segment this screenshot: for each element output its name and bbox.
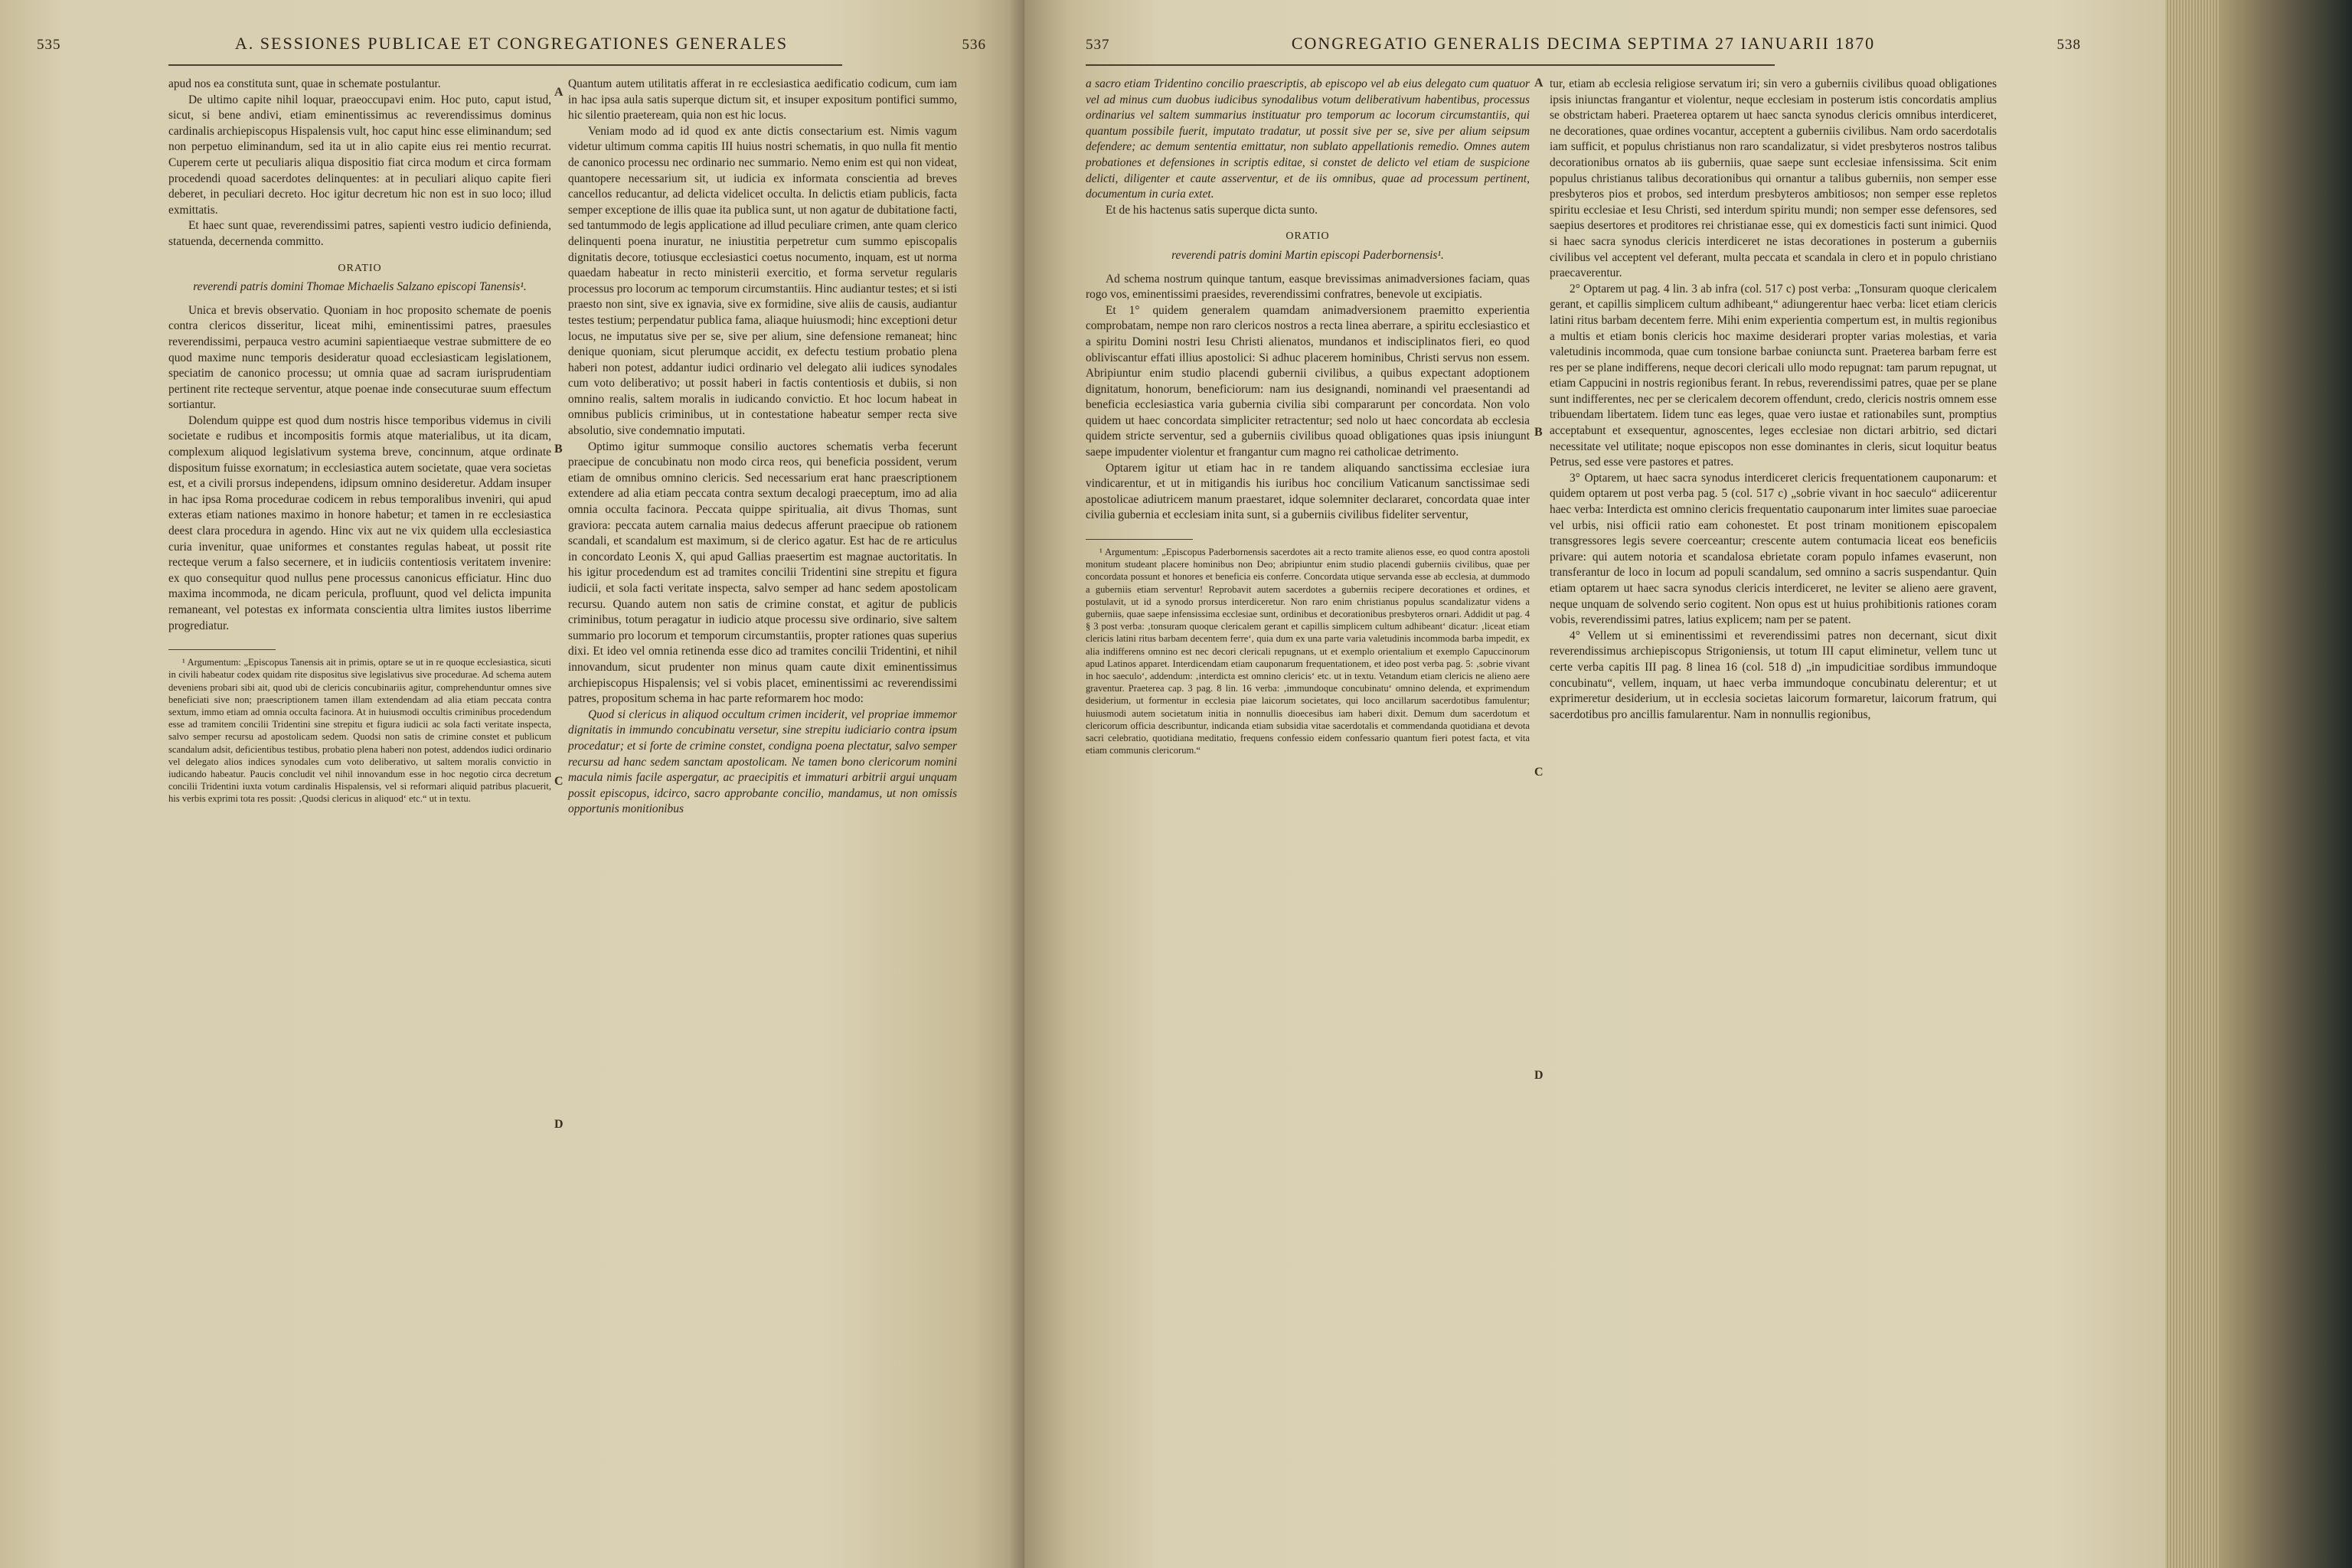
page-number: 535 (37, 37, 61, 53)
footnote-rule (168, 649, 276, 650)
paragraph: Et 1° quidem generalem quamdam animadversionem praemitto experientia comprobatam, nempe non raro clericos nostros a recta linea aberrare, a spiritu ecclesiastico et a spiritu Domini nostri Iesu Christi alienatos, mundanos et indisciplinatos fieri, eo quod obliviscantur effati illius apostolici: Si adhuc placerem hominibus, Christi servus non essem. Abripiuntur enim studio placendi gubernii civilibus, a quibus expectant adoptionem dignitatum, honorum, beneficiorum: nam ius designandi, nominandi vel praesentandi ad beneficia ecclesiastica varia gubernia civilia sibi compararunt per concordata. Non volo quidem ut haec concordata simpliciter retractentur; sed nolo ut haec concordata ab ecclesia quidem stricte serventur, sed a guberniis civilibus quoad obligationes quas ipsis iniungunt saepe impudenter violentur et frangantur cum magno rei catholicae detrimento. (1086, 303, 1530, 459)
page-number: 538 (2056, 37, 2081, 53)
margin-letter: B (1534, 426, 1543, 439)
footnote: ¹ Argumentum: „Episcopus Paderbornensis sacerdotes ait a recto tramite alienos esse, eo quod contra apostoli monitum studeant placere hominibus non Deo; abripiuntur enim studio placendi guberniis civilibus, quae per concordata possunt et honores et beneficia eis conferre. Concordata utique servanda esse ab ecclesia, at dummodo a guberniis etiam serventur! Reprobavit autem sacerdotes a guberniis recipere decorationes et ordines, et postulavit, ut id a synodo prorsus interdiceretur. Non raro enim christianus populus scandalizatur videns a guberniis, quae saepe infensissima ecclesiae sunt, ordinibus et decorationibus presbyteros ornari. Addidit ut pag. 4 § 3 post verba: ‚tonsuram quoque clericalem gerant et capillis simplicem cultum adhibeant‘ dicatur: ‚liceat etiam clericis latini ritus barbam decentem ferre‘, quia dum ex una parte varia valetudinis incommoda barba impedit, ex alia indifferens omnino est nec decori clericali repugnans, ut et exemplo orientalium et exemplo Capuccinorum apud Latinos apparet. Interdicendam etiam cauponarum frequentationem, et ideo post verba pag. 5: ‚sobrie vivant in hoc saeculo‘, addendum: ‚interdicta est omnino clericis‘ etc. ut in textu. Vetandum etiam clericis ne alieno aere graventur. Praeterea cap. 3 pag. 8 lin. 16 verba: ‚immundoque concubinatu‘ omnino delenda, et exprimendum desiderium, ut formentur in ecclesia piae laicorum societates, qui loco ancillarum sacerdotibus famulentur; huiusmodi autem societatum initia in nonnullis dioecesibus iam haberi dixit. Demum dum sacerdotum et clericorum officia describuntur, indicanda etiam subsidia vitae sacerdotalis et commendanda quotidiana et devota sacri celebratio, quotidiana meditatio, frequens confessio eidem confessario quantum fieri potest facta, et vita etiam communis clericorum.“ (1086, 547, 1530, 756)
paragraph: Ad schema nostrum quinque tantum, easque brevissimas animadversiones faciam, quas rogo vos, eminentissimi praesides, reverendissimi confratres, benevole ut excipiatis. (1086, 272, 1530, 302)
right-page (1024, 0, 2165, 1568)
header-rule (1086, 64, 1775, 66)
page-edges (2165, 0, 2352, 1568)
paragraph: 3° Optarem, ut haec sacra synodus interdiceret clericis frequentationem cauponarum: et quidem optarem ut post verba pag. 5 (col. 517 c) „sobrie vivant in hoc saeculo“ adiicerentur haec verba: Interdicta est omnino clericis frequentatio cauponarum inter limites suae paroeciae vel urbis, nisi officii ratio eam cohonestet. Et post trinam monitionem episcopalem transgressores legis severe coerceantur; crescente autem contumacia liceat eos beneficiis privare: qui autem notoria et scandalosa ebrietate coram populo infames evaserunt, non transferantur de loco in locum ad populi scandalum, sed omnino a sacris suspendantur. Quin etiam optarem ut haec sacra synodus clericis interdiceret, ne leviter se alieno aere gravent, neque unquam de solvendo serio cogitent. Non opus est ut huius prohibitionis rationes coram vobis, reverendissimi patres, latius explicem; nam per se patent. (1550, 471, 1997, 627)
margin-letter: A (1534, 77, 1544, 90)
left-page-column-2 (568, 77, 957, 818)
paragraph: 2° Optarem ut pag. 4 lin. 3 ab infra (col. 517 c) post verba: „Tonsuram quoque clericalem gerant, et capillis simplicem cultum adhibeant,“ adiungerentur haec verba: licet etiam clericis latini ritus barbam decentem ferre. Mihi enim experientia compertum est, in multis regionibus a multis et etiam bonis clericis hoc maxime desiderari propter varias molestias, et varia valetudinis incommoda, quae cum tonsione barbae coniuncta sunt. Praeterea barbam ferre est res per se plane indifferens, neque decori clericali ullo modo repugnat: tam parum repugnat, ut etiam Cappucini in nostris regionibus ferant. In rebus, reverendissimi patres, quae per se plane sunt indifferentes, nec per se clericalem decorem offendunt, credo, clericis nostris omnem esse tribuendam libertatem. Iidem tunc eas leges, quae vero iustae et rationabiles sunt, promptius acceptabunt et exsequentur, agnoscentes, leges ecclesiae non dictari arbitrio, sed dictari necessitate vel utilitate; noque episcopos non esse dominantes in cleris, sicut loquitur beatus Petrus, sed esse vere pastores et patres. (1550, 282, 1997, 469)
paragraph: Et haec sunt quae, reverendissimi patres, sapienti vestro iudicio definienda, statuenda, decernenda committo. (168, 219, 551, 248)
margin-letter: D (554, 1118, 564, 1131)
paragraph: Quantum autem utilitatis afferat in re ecclesiastica aedificatio codicum, cum iam in hac ipsa aula satis superque dictum sit, et insuper expositum pontifici summo, hic silentio praeteream, quia non est hic locus. (568, 77, 957, 122)
paragraph: De ultimo capite nihil loquar, praeoccupavi enim. Hoc puto, caput istud, sicut, si bene andivi, etiam eminentissimus ac reverendissimus dominus cardinalis archiepiscopus Hispalensis vult, hoc caput hinc esse eliminandum; sed non perpetuo eliminandum, sed ita ut in alio capite eius rei mentio recurrat. Cuperem certe ut peculiaris aliqua dispositio fiat circa modum et circa formam procedendi quoad sacerdotes delinquentes: at in peculiari aliquo capite fieri deberet, in peculiari decreto. Hoc igitur decretum hic non est in suo loco; illud exmittatis. (168, 93, 551, 217)
paragraph: a sacro etiam Tridentino concilio praescriptis, ab episcopo vel ab eius delegato cum quatuor vel ad minus cum duobus iudicibus synodalibus votum deliberativum habentibus, processus ordinarius vel saltem summarius instituatur pro temporum ac locorum circumstantiis, qui quantum possibile fuerit, imputato tradatur, ut possit sive per se, sive per alium seipsum defendere; ac demum sententia emittatur, non sublato appellationis remedio. Omnes autem probationes et defensiones in scriptis editae, si constet de delicto vel etiam de suspicione delicti, diligenter et caute asserventur, et de iis omnibus, quae ad processum pertinent, documentum in curia extet. (1086, 77, 1530, 201)
orator-line: reverendi patris domini Martin episcopi Paderbornensis¹. (1171, 248, 1444, 262)
running-head: CONGREGATIO GENERALIS DECIMA SEPTIMA 27 IANUARII 1870 (1291, 34, 1876, 53)
margin-letter: A (554, 86, 564, 99)
page-number: 537 (1086, 37, 1110, 53)
margin-letter: C (554, 775, 564, 788)
page-number: 536 (962, 37, 986, 53)
paragraph: 4° Vellem ut si eminentissimi et reverendissimi patres non decernant, sicut dixit reverendissimus archiepiscopus Strigoniensis, ut totum III caput eliminetur, vellem tunc ut certe verba capitis III pag. 8 linea 16 (col. 518 d) „in impudicitiae sordibus immundoque concubinatu“, vellem, inquam, ut haec verba immundoque concubinatu delerentur; et ut exprimeretur desiderium, ut in ecclesia societas laicorum formaretur, laicorum fratrum, qui sacerdotibus pro ancillis famularentur. Nam in nonnullis regionibus, (1550, 629, 1997, 721)
right-page-header (1086, 34, 2081, 64)
oratio-heading: ORATIO (338, 262, 382, 274)
paragraph: Quod si clericus in aliquod occultum crimen inciderit, vel propriae immemor dignitatis in immundo concubinatu versetur, sine strepitu iudiciario contra ipsum procedatur; et si forte de crimine constet, condigna poena plectatur, salvo semper recursu ad hanc sedem sanctam apostolicam. Ne tamen bono clericorum nomini macula nimis facile aspergatur, ac praecipitis et immaturi arbitrii argui unquam possit episcopus, idcirco, sacro approbante concilio, mandamus, ut non omissis opportunis monitionibus (568, 707, 957, 816)
running-head: A. SESSIONES PUBLICAE ET CONGREGATIONES GENERALES (234, 34, 789, 53)
paragraph: Dolendum quippe est quod dum nostris hisce temporibus videmus in civili societate e rudibus et incompositis formis atque materialibus, ut ita dicam, complexum aliquod legislativum systema breve, concinnum, atque ordinate dispositum fuisse exornatum; in ecclesiastica autem societate, quae vera societas est, et a civili prorsus independens, idipsum omnino desideretur. Addam insuper in hac ipsa Roma procedurae codicem in rebus temporalibus inveniri, qui apud exteras etiam nationes maximo in honore habetur; et tamen in re ecclesiastica deest clara procedura in agendo. Hinc vix aut ne vix quidem ulla ecclesiastica curia invenitur, quae uniformes et constantes regulas habeat, ut possit rite recteque verum a falso secernere, et in iudiciis contentiosis veritatem invenire: ex quo consequitur quod nullus pene processus canonicus efficiatur. Hinc duo maxima incommoda, ne dicam pericula, profluunt, quod vel delicta impunita remaneant, vel potestas ex informata conscientia ultra limites iustos liberrime progrediatur. (168, 413, 551, 632)
margin-letter: D (1534, 1069, 1544, 1082)
paragraph: apud nos ea constituta sunt, quae in schemate postulantur. (168, 77, 441, 90)
right-page-column-1 (1086, 77, 1530, 756)
paragraph: Optarem igitur ut etiam hac in re tandem aliquando sanctissima ecclesiae iura vindicarentur, et ut in mitigandis his iuribus hoc concilium Vaticanum sanctissimae sedi apostolicae adiutricem manum praestaret, idque solemniter declararet, concordata quae inter civilia gubernia et ecclesiam inita sunt, si a guberniis civilibus fideliter serventur, (1086, 461, 1530, 522)
orator-line: reverendi patris domini Thomae Michaelis Salzano episcopi Tanensis¹. (193, 280, 527, 294)
footnote-rule (1086, 539, 1193, 540)
header-rule (168, 64, 842, 66)
left-page-header (37, 34, 986, 64)
margin-letter: B (554, 443, 563, 456)
paragraph: Unica et brevis observatio. Quoniam in hoc proposito schemate de poenis contra clericos disseritur, liceat mihi, eminentissimi patres, praesules reverendissimi, perpauca vestro acumini sapientiaeque vestrae submittere de eo quod maxime nunc temporis desideratur quoad ecclesiasticam legislationem, speciatim de canonico processu; ut omnia quae ad sacram iurisprudentiam pertinent rite recteque serventur, atque poenae inde consecuturae suum effectum sortiantur. (168, 303, 551, 412)
paragraph: Et de his hactenus satis superque dicta sunto. (1106, 203, 1318, 217)
left-page-column-1 (168, 77, 551, 805)
footnote: ¹ Argumentum: „Episcopus Tanensis ait in primis, optare se ut in re quoque ecclesiastica, sicuti in civili habeatur codex quidam rite dispositus sive legislativus sive procedurae. Ad schema autem deveniens probari sibi ait, quod ubi de clericis concubinariis agitur, comprehenduntur omnes sive beneficiati sive non; praescriptionem tamen illam extendendam ad alia etiam peccata contra sextum, immo etiam ad omnia occulta facinora. At in huiusmodi occultis criminibus procedendum esse ad tramitem concilii Tridentini sine strepitu et figura iudicii ac sola facti veritate inspecta, salvo semper recursu ad apostolicam sedem. Quodsi non satis de crimine constet et publicum scandalum adsit, deficientibus testibus, probatio plena haberi non potest, addendos iudici ordinario vel delegato alios indices synodales cum voto deliberativo, ut saltem moralis convictio in iudicando habeatur. Paucis concludit vel nihil innovandum esse in hoc negotio circa decretum concilii Tridentini iuxta votum cardinalis Hispalensis, vel si reformari aliquid patribus placuerit, his verbis exprimi tota res possit: ‚Quodsi clericus in aliquod‘ etc.“ ut in textu. (168, 657, 551, 805)
margin-letter: C (1534, 766, 1544, 779)
paragraph: Optimo igitur summoque consilio auctores schematis verba fecerunt praecipue de concubinatu non modo circa reos, qui beneficia possident, verum etiam de omnibus omnino clericis. Sed necessarium erat hanc praescriptionem extendere ad alia etiam peccata contra sextum decalogi praeceptum, imo ad alia omnia occulta facinora. Peccata quippe spiritualia, ait divus Thomas, sunt graviora: peccata autem carnalia maius dedecus afferunt praecipue ob rationem scandali, et scandalum est maximum, si de clerico agatur. Est hac de re articulus in concordato Leonis X, qui apud Gallias praesertim est magnae auctoritatis. In his igitur procedendum est ad tramites concilii Tridentini sine strepitu et figura iudicii, et sola facti veritate inspecta, salvo semper ad hanc sedem apostolicam recursu. Quando autem non satis de crimine constat, et agitur de publicis criminibus, totum peragatur in iudicio atque processu sive ordinario, sive saltem summario pro locorum et temporum circumstantiis, propter rationes quas superius dixi. Et ideo vel omnia retinenda esse dico ad tramites concilii Tridentini, et nihil innovandum, sicut prudenter non minus quam caute dixit eminentissimus archiepiscopus Hispalensis; vel si vobis placet, eminentissimi ac reverendissimi patres, propositum schema in hac parte reformarem hoc modo: (568, 439, 957, 706)
left-page (0, 0, 1024, 1568)
paragraph: Veniam modo ad id quod ex ante dictis consectarium est. Nimis vagum videtur ultimum comma capitis III huius nostri schematis, in quo nulla fit mentio de canonico processu nec ordinario nec summario. Nemo enim est qui non videat, quantopere necessarium sit, ut iudicia ex informata conscientia ad breves cancellos reducantur, ad delicta videlicet occulta. In delictis etiam publicis, facta semper exceptione de illis quae ita publica sunt, ut non agatur de dubitatione facti, sed tantummodo de legis applicatione ad illud peculiare crimen, ante quam clerico delinquenti poena inuratur, ne iniustitia perpetretur cum summo episcopalis dignitatis decore, totiusque ecclesiastici coetus nocumento, inquam, est ut norma quaedam habeatur in recto ministerii exercitio, et forma servetur regularis processus pro locorum ac temporum circumstantiis. Hinc audiantur testes; et si isti praesto non sint, sive ex ignavia, sive ex formidine, sive aliis de causis, audiantur testes testium; perpendatur publica fama, aliaque huiusmodi; hinc exceptioni detur locus, ne imputatus sive per se, sive per alium, sine defensione remaneat; hinc denique quoniam, sicut plerumque accidit, ex defectu testium probatio plena haberi non potest, addantur iudici ordinario vel delegato alii iudices synodales cum voto deliberativo; ut possit haberi in factis contentiosis et dubiis, si non omnino realis, saltem moralis in iudicando convictio. Et hoc locum habeat in omnibus publicis criminibus, ut in contestatione habeatur semper recta sive absolutio, sive condemnatio imputati. (568, 124, 957, 438)
paragraph: tur, etiam ab ecclesia religiose servatum iri; sin vero a guberniis civilibus quoad obligationes ipsis iniunctas frangantur et violentur, neque ecclesiam in posterum istis concordatis amplius se obstrictam haberi. Praeterea optarem ut haec sancta synodus clericis omnibus interdiceret, ne decorationes, quae ordines vocantur, acceptent a guberniis civilibus. Nam ordo sacerdotalis iam sufficit, et populus christianus non raro scandalizatur, si videt presbyteros nostros talibus decorationibus ornatos ab iis guberniis, quae saepe sunt ecclesiae infensissima. Scit enim populus christianus talibus decorationibus qui ornantur a talibus guberniis, non semper esse presbyteros pios et probos, sed interdum presbyteros ambitiosos; non semper esse repletos spiritu ecclesiae et Iesu Christi, sed interdum spiritu mundi; non semper esse defensores, sed saepius desertores et proditores rei christianae esse, qui ex domesticis facti sunt inimici. Quod si haec sacra synodus clericis interdiceret ne istas decorationes in posterum a guberniis civilibus vel acceptent vel deferant, multa peccata et scandala in clero et in populo christiano praecaverentur. (1550, 77, 1997, 280)
right-page-column-2 (1550, 77, 1997, 723)
oratio-heading: ORATIO (1285, 230, 1330, 243)
